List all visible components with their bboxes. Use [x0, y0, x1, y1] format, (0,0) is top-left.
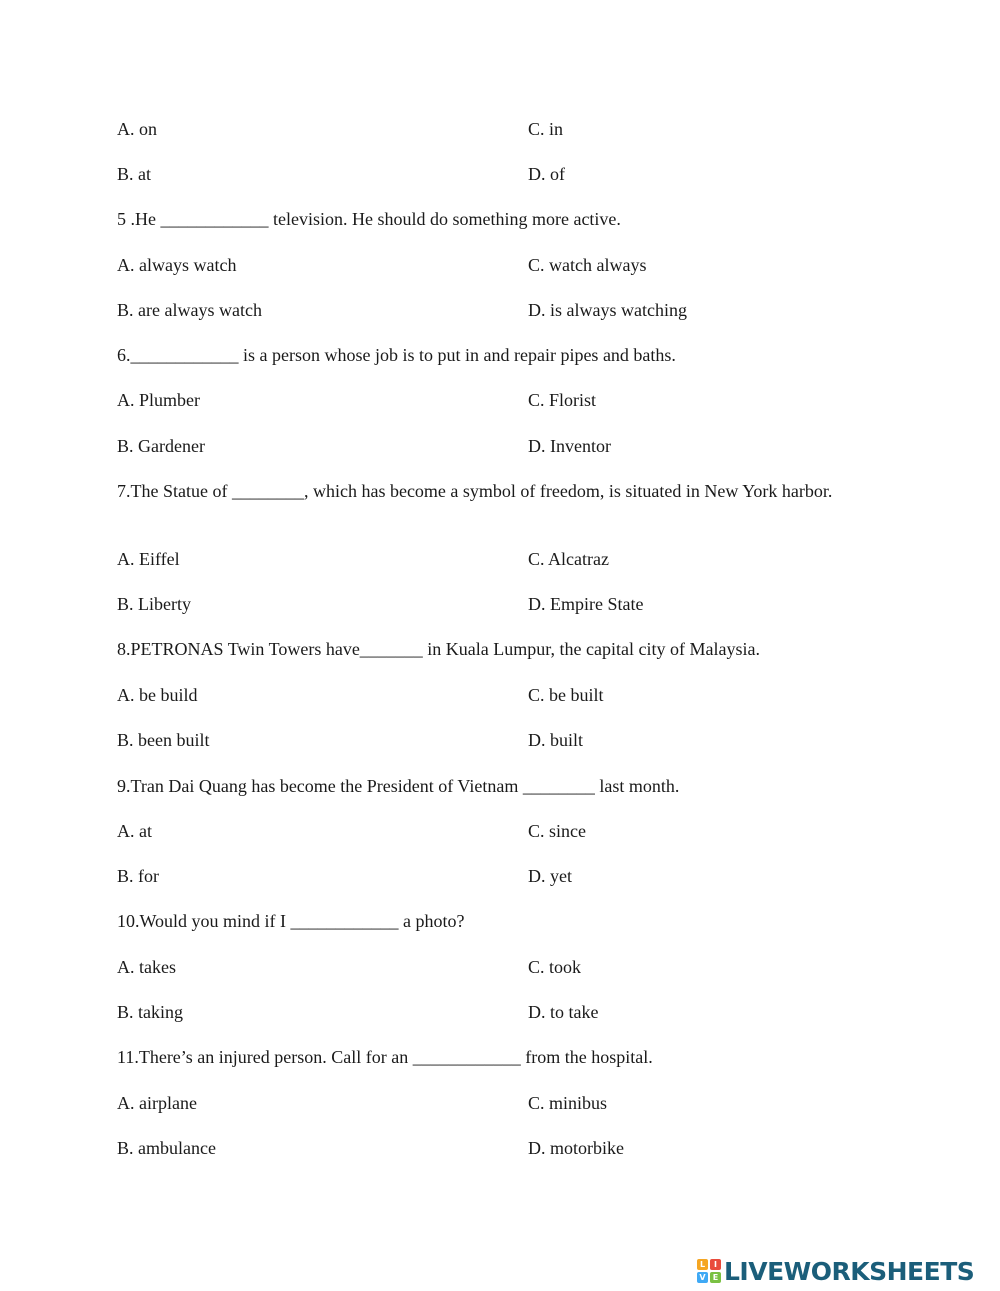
question-5-stem: 5 .He ____________ television. He should do something more active.	[117, 209, 621, 229]
q9-option-b[interactable]: B. for	[117, 866, 159, 886]
q7-option-a[interactable]: A. Eiffel	[117, 549, 180, 569]
q7-option-c[interactable]: C. Alcatraz	[528, 549, 609, 569]
question-7-stem: 7.The Statue of ________, which has become a symbol of freedom, is situated in New York harbor.	[117, 481, 833, 501]
q11-option-c[interactable]: C. minibus	[528, 1093, 608, 1113]
q10-option-b[interactable]: B. taking	[117, 1002, 183, 1022]
q5-option-b[interactable]: B. are always watch	[117, 300, 262, 320]
q6-option-a[interactable]: A. Plumber	[117, 390, 200, 410]
q4-option-a[interactable]: A. on	[117, 119, 157, 139]
q9-option-a[interactable]: A. at	[117, 821, 152, 841]
q11-option-d[interactable]: D. motorbike	[528, 1138, 624, 1158]
question-11-stem: 11.There’s an injured person. Call for an ____________ from the hospital.	[117, 1047, 653, 1067]
question-10-stem: 10.Would you mind if I ____________ a photo?	[117, 911, 465, 931]
q5-option-d[interactable]: D. is always watching	[528, 300, 687, 320]
q8-option-b[interactable]: B. been built	[117, 730, 210, 750]
q10-option-c[interactable]: C. took	[528, 957, 582, 977]
question-6-stem: 6.____________ is a person whose job is to put in and repair pipes and baths.	[117, 345, 676, 365]
q7-option-d[interactable]: D. Empire State	[528, 594, 644, 614]
question-9-stem: 9.Tran Dai Quang has become the President of Vietnam ________ last month.	[117, 776, 680, 796]
q9-option-c[interactable]: C. since	[528, 821, 586, 841]
q5-option-a[interactable]: A. always watch	[117, 255, 237, 275]
logo-block-i: I	[710, 1259, 721, 1270]
logo-block-v: V	[697, 1272, 708, 1283]
q11-option-a[interactable]: A. airplane	[117, 1093, 197, 1113]
q7-option-b[interactable]: B. Liberty	[117, 594, 191, 614]
question-8-stem: 8.PETRONAS Twin Towers have_______ in Kuala Lumpur, the capital city of Malaysia.	[117, 639, 760, 659]
q8-option-d[interactable]: D. built	[528, 730, 584, 750]
q4-option-c[interactable]: C. in	[528, 119, 564, 139]
q6-option-d[interactable]: D. Inventor	[528, 436, 611, 456]
q8-option-c[interactable]: C. be built	[528, 685, 604, 705]
q9-option-d[interactable]: D. yet	[528, 866, 572, 886]
q10-option-d[interactable]: D. to take	[528, 1002, 599, 1022]
q6-option-c[interactable]: C. Florist	[528, 390, 597, 410]
logo-block-e: E	[710, 1272, 721, 1283]
q4-option-d[interactable]: D. of	[528, 164, 565, 184]
logo-block-l: L	[697, 1259, 708, 1270]
q4-option-b[interactable]: B. at	[117, 164, 151, 184]
liveworksheets-logo	[697, 1256, 974, 1286]
logo-wordmark: LIVEWORKSHEETS	[724, 1256, 975, 1286]
q8-option-a[interactable]: A. be build	[117, 685, 198, 705]
q10-option-a[interactable]: A. takes	[117, 957, 176, 977]
logo-blocks-icon	[697, 1259, 721, 1283]
q5-option-c[interactable]: C. watch always	[528, 255, 647, 275]
q6-option-b[interactable]: B. Gardener	[117, 436, 205, 456]
q11-option-b[interactable]: B. ambulance	[117, 1138, 216, 1158]
